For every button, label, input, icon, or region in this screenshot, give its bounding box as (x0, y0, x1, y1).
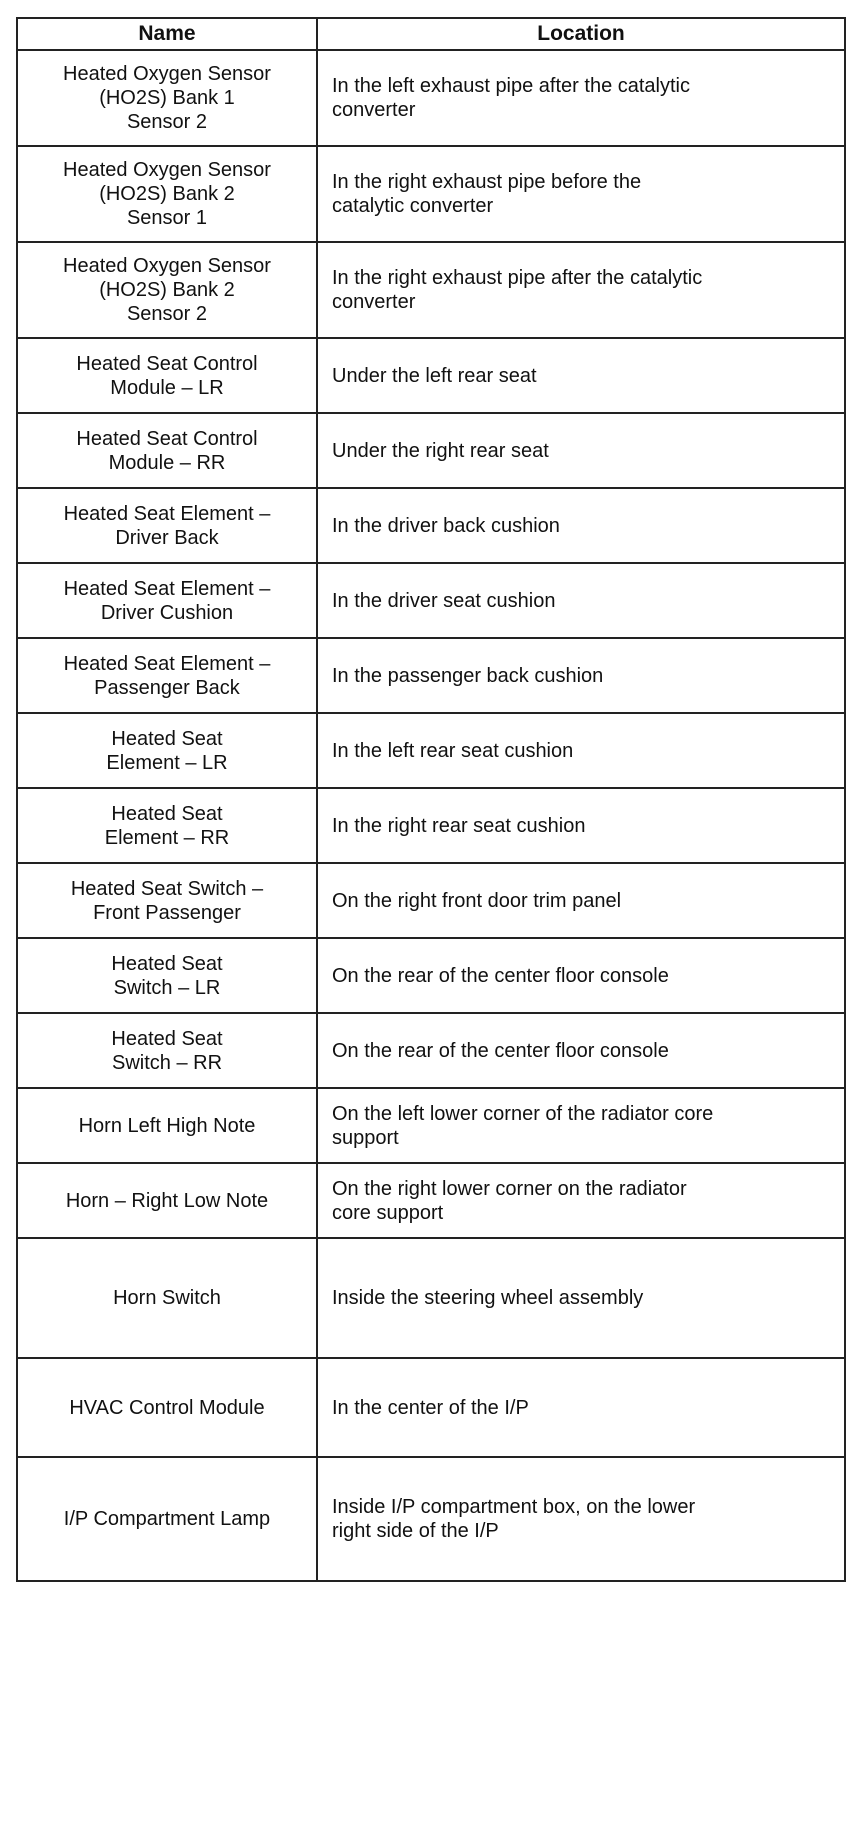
component-name-line: (HO2S) Bank 1 (99, 87, 235, 109)
component-name-line: Module – LR (110, 376, 224, 399)
component-name-line: Heated Seat Control (76, 427, 258, 450)
component-location-line: On the left lower corner of the radiator core (332, 1102, 714, 1125)
component-name-line: Sensor 2 (126, 303, 208, 325)
name-column-header: Name (17, 18, 317, 50)
component-name-line: Passenger Back (94, 676, 240, 699)
component-location-line: Under the left rear seat (332, 364, 537, 387)
component-name-line: Heated Oxygen Sensor (63, 255, 271, 277)
component-name-line: Heated Oxygen Sensor (63, 63, 271, 85)
component-name-cell (17, 1238, 317, 1358)
component-name-line: Heated Seat Element – (63, 652, 271, 675)
component-location-line: In the driver back cushion (332, 514, 560, 537)
component-location-cell (317, 1457, 845, 1581)
component-name-line: I/P Compartment Lamp (63, 1508, 271, 1530)
component-location-line: In the right rear seat cushion (332, 814, 586, 837)
component-location-line: right side of the I/P (332, 1520, 499, 1542)
component-name-line: Switch – RR (111, 1051, 223, 1074)
component-location-cell (317, 863, 845, 938)
component-location-cell (317, 242, 845, 338)
component-name-line: Front Passenger (93, 901, 241, 924)
component-location-table (16, 17, 846, 1582)
component-location-cell (317, 413, 845, 488)
component-location-cell (317, 488, 845, 563)
component-location-line: In the passenger back cushion (332, 664, 604, 687)
component-name-cell (17, 563, 317, 638)
component-name-line: Horn Switch (113, 1287, 221, 1309)
component-name-line: Heated Seat (111, 1027, 223, 1050)
component-name-cell (17, 1088, 317, 1163)
component-name-line: Heated Seat (111, 727, 223, 750)
component-name-cell (17, 146, 317, 242)
component-location-line: In the right exhaust pipe after the catalytic (332, 267, 703, 289)
component-location-line: core support (332, 1201, 444, 1224)
component-name-line: Heated Seat Element – (63, 577, 271, 600)
component-name-cell (17, 242, 317, 338)
component-location-line: On the right lower corner on the radiator (332, 1177, 687, 1200)
component-location-cell (317, 563, 845, 638)
component-location-cell (317, 788, 845, 863)
table-row (17, 638, 845, 713)
component-location-line: On the rear of the center floor console (332, 1039, 669, 1062)
component-location-line: Inside the steering wheel assembly (332, 1287, 644, 1309)
component-name-line: Heated Oxygen Sensor (63, 159, 271, 181)
component-location-cell (317, 50, 845, 146)
component-name-line: Element – LR (106, 751, 228, 774)
component-name-line: Heated Seat Switch – (70, 877, 264, 900)
component-location-cell (317, 146, 845, 242)
table-row (17, 863, 845, 938)
table-row (17, 338, 845, 413)
component-name-cell (17, 1457, 317, 1581)
component-location-cell (317, 938, 845, 1013)
table-row (17, 146, 845, 242)
component-location-line: In the center of the I/P (332, 1396, 529, 1419)
component-name-cell (17, 413, 317, 488)
component-name-cell (17, 1358, 317, 1457)
component-location-cell (317, 1238, 845, 1358)
component-name-line: (HO2S) Bank 2 (99, 183, 235, 205)
table-row (17, 1088, 845, 1163)
component-location-line: support (332, 1126, 399, 1149)
component-name-line: Driver Back (115, 526, 219, 549)
table-row (17, 50, 845, 146)
component-name-line: Element – RR (104, 826, 230, 849)
component-name-line: Heated Seat Control (76, 352, 258, 375)
table-row (17, 488, 845, 563)
table-row (17, 1457, 845, 1581)
component-location-cell (317, 1088, 845, 1163)
component-name-cell (17, 938, 317, 1013)
component-name-line: Sensor 2 (126, 111, 208, 133)
component-location-line: In the left rear seat cushion (332, 739, 574, 762)
table-header-row (17, 18, 845, 50)
component-location-line: converter (332, 291, 416, 313)
component-location-cell (317, 1163, 845, 1238)
component-name-cell (17, 638, 317, 713)
component-name-line: Heated Seat (111, 802, 223, 825)
component-name-cell (17, 338, 317, 413)
component-location-cell (317, 338, 845, 413)
component-location-line: On the rear of the center floor console (332, 964, 669, 987)
component-name-line: Switch – LR (113, 976, 221, 999)
component-name-line: Module – RR (108, 451, 226, 474)
component-location-line: On the right front door trim panel (332, 889, 622, 912)
component-name-line: (HO2S) Bank 2 (99, 279, 235, 301)
table-body (17, 50, 845, 1581)
component-location-line: In the left exhaust pipe after the catalytic (332, 75, 690, 97)
component-location-cell (317, 1013, 845, 1088)
component-location-cell (317, 1358, 845, 1457)
table-row (17, 788, 845, 863)
component-name-line: Sensor 1 (126, 207, 208, 229)
component-name-cell (17, 863, 317, 938)
table-row (17, 563, 845, 638)
table-row (17, 1013, 845, 1088)
location-column-header: Location (317, 18, 845, 50)
table-row (17, 242, 845, 338)
component-location-line: Inside I/P compartment box, on the lower (332, 1496, 696, 1518)
table-row (17, 1163, 845, 1238)
component-name-line: Heated Seat Element – (63, 502, 271, 525)
table-row (17, 1238, 845, 1358)
table-row (17, 413, 845, 488)
component-location-line: In the right exhaust pipe before the (332, 171, 642, 193)
component-name-line: Heated Seat (111, 952, 223, 975)
component-name-cell (17, 50, 317, 146)
component-location-line: catalytic converter (332, 195, 494, 217)
component-location-cell (317, 713, 845, 788)
component-name-cell (17, 1013, 317, 1088)
component-location-line: Under the right rear seat (332, 439, 549, 462)
component-name-cell (17, 488, 317, 563)
component-name-line: HVAC Control Module (69, 1396, 265, 1419)
component-location-line: converter (332, 99, 416, 121)
component-name-line: Horn Left High Note (78, 1114, 256, 1137)
component-location-cell (317, 638, 845, 713)
table-row (17, 938, 845, 1013)
component-name-cell (17, 713, 317, 788)
component-location-line: In the driver seat cushion (332, 589, 556, 612)
component-name-cell (17, 788, 317, 863)
table-row (17, 1358, 845, 1457)
component-name-line: Driver Cushion (100, 601, 234, 624)
component-name-line: Horn – Right Low Note (65, 1189, 269, 1212)
table-row (17, 713, 845, 788)
component-name-cell (17, 1163, 317, 1238)
